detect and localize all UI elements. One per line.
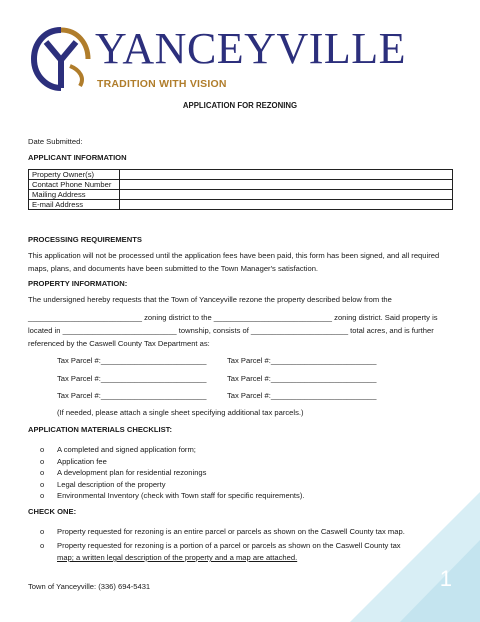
- checkbox-bullet[interactable]: o: [40, 468, 45, 477]
- property-owner-label: Property Owner(s): [29, 170, 120, 180]
- mailing-address-label: Mailing Address: [29, 190, 120, 200]
- tax-parcel-field[interactable]: Tax Parcel #:_________________________: [57, 391, 207, 400]
- contact-phone-label: Contact Phone Number: [29, 180, 120, 190]
- logo-tagline: TRADITION WITH VISION: [97, 78, 227, 90]
- parcel-note: (If needed, please attach a single sheet specifying additional tax parcels.): [57, 408, 304, 417]
- logo-text: YANCEYVILLE: [95, 24, 407, 73]
- mailing-address-field[interactable]: [120, 190, 453, 200]
- tax-parcel-field[interactable]: Tax Parcel #:_________________________: [57, 374, 207, 383]
- check-one-option-1: Property requested for rezoning is an entire parcel or parcels as shown on the Caswell County tax map.: [57, 527, 405, 536]
- tax-parcel-field[interactable]: Tax Parcel #:_________________________: [227, 356, 377, 365]
- property-line-3: referenced by the Caswell County Tax Department as:: [28, 339, 210, 348]
- email-address-field[interactable]: [120, 200, 453, 210]
- checkbox-bullet[interactable]: o: [40, 491, 45, 500]
- checklist-item: Application fee: [57, 457, 107, 466]
- tax-parcel-field[interactable]: Tax Parcel #:_________________________: [227, 374, 377, 383]
- checklist-item: Environmental Inventory (check with Town staff for specific requirements).: [57, 491, 305, 500]
- property-line-1: ___________________________ zoning district to the ____________________________ zoning district. Said property is: [28, 313, 438, 322]
- checkbox-bullet[interactable]: o: [40, 541, 45, 550]
- page-number: 1: [439, 566, 452, 591]
- tax-parcel-field[interactable]: Tax Parcel #:_________________________: [227, 391, 377, 400]
- table-row: [29, 170, 453, 180]
- property-intro: The undersigned hereby requests that the Town of Yanceyville rezone the property described below from the: [28, 295, 392, 304]
- checklist-item: A completed and signed application form;: [57, 445, 196, 454]
- processing-text: This application will not be processed until the application fees have been paid, this form has been signed, and all required maps, plans, and documents have been submitted to the Town Manager's satisfaction.: [28, 251, 440, 273]
- form-title: APPLICATION FOR REZONING: [182, 101, 298, 110]
- property-owner-field[interactable]: [120, 170, 453, 180]
- logo-emblem-icon: [30, 26, 92, 92]
- checklist-heading: APPLICATION MATERIALS CHECKLIST:: [28, 425, 172, 434]
- checkbox-bullet[interactable]: o: [40, 457, 45, 466]
- table-row: [29, 190, 453, 200]
- checklist-item: A development plan for residential rezonings: [57, 468, 207, 477]
- applicant-table: [28, 169, 453, 210]
- applicant-heading: APPLICANT INFORMATION: [28, 153, 127, 162]
- table-row: [29, 200, 453, 210]
- date-submitted-label: Date Submitted:: [28, 137, 83, 146]
- footer-contact: Town of Yanceyville: (336) 694-5431: [28, 582, 151, 591]
- check-one-heading: CHECK ONE:: [28, 507, 77, 516]
- property-line-2: located in ___________________________ township, consists of _______________________ total acres, and is further: [28, 326, 434, 335]
- processing-heading: PROCESSING REQUIREMENTS: [28, 235, 142, 244]
- email-address-label: E-mail Address: [29, 200, 120, 210]
- check-one-option-2-continued: map; a written legal description of the property and a map are attached.: [57, 553, 298, 562]
- property-heading: PROPERTY INFORMATION:: [28, 279, 128, 288]
- checkbox-bullet[interactable]: o: [40, 480, 45, 489]
- check-one-option-2: Property requested for rezoning is a portion of a parcel or parcels as shown on the Caswell County tax: [57, 541, 401, 550]
- checklist-item: Legal description of the property: [57, 480, 166, 489]
- contact-phone-field[interactable]: [120, 180, 453, 190]
- checkbox-bullet[interactable]: o: [40, 445, 45, 454]
- tax-parcel-field[interactable]: Tax Parcel #:_________________________: [57, 356, 207, 365]
- checkbox-bullet[interactable]: o: [40, 527, 45, 536]
- table-row: [29, 180, 453, 190]
